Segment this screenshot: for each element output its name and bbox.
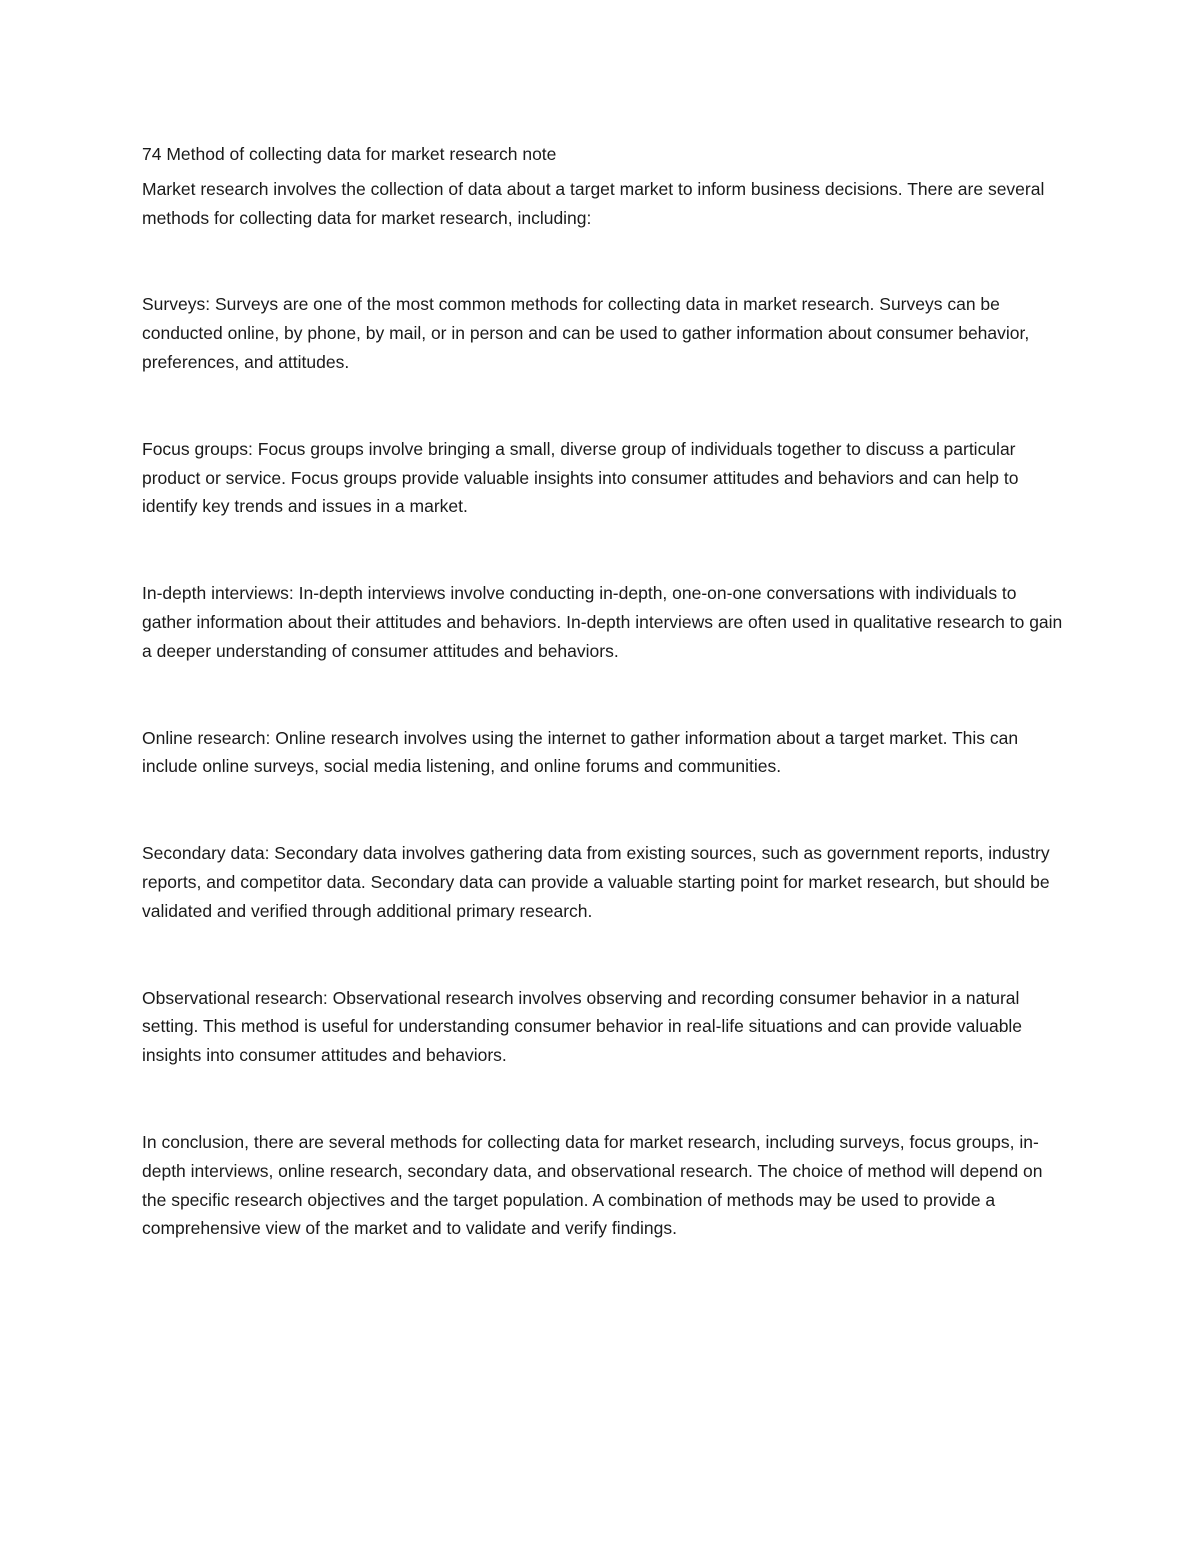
observational-research-paragraph: Observational research: Observational research involves observing and recording consumer behavior in a natural setting. This method is useful for understanding consumer behavior in real-life situations and can provide valuable insights into consumer attitudes and behaviors.	[142, 987, 1023, 1066]
focus-groups-paragraph: Focus groups: Focus groups involve bringing a small, diverse group of individuals together to discuss a particular product or service. Focus groups provide valuable insights into consumer attitudes and behaviors and can help to identify key trends and issues in a market.	[142, 438, 1019, 517]
document-body	[142, 140, 1064, 1243]
in-depth-interviews-paragraph: In-depth interviews: In-depth interviews involve conducting in-depth, one-on-one conversations with individuals to gather information about their attitudes and behaviors. In-depth interviews are often used in qualitative research to gain a deeper understanding of consumer attitudes and behaviors.	[142, 583, 1063, 661]
document-title: 74 Method of collecting data for market research note	[142, 144, 557, 164]
surveys-paragraph: Surveys: Surveys are one of the most common methods for collecting data in market research. Surveys can be conducted online, by phone, by mail, or in person and can be used to gather information about consumer behavior, preferences, and attitudes.	[142, 294, 1030, 372]
intro-paragraph: Market research involves the collection of data about a target market to inform business decisions. There are several methods for collecting data for market research, including:	[142, 178, 1045, 228]
online-research-paragraph: Online research: Online research involves using the internet to gather information about a target market. This can include online surveys, social media listening, and online forums and communities.	[142, 727, 1019, 777]
secondary-data-paragraph: Secondary data: Secondary data involves gathering data from existing sources, such as government reports, industry reports, and competitor data. Secondary data can provide a valuable starting point for market research, but should be validated and verified through additional primary research.	[142, 843, 1050, 921]
conclusion-paragraph: In conclusion, there are several methods for collecting data for market research, including surveys, focus groups, in-depth interviews, online research, secondary data, and observational research. The choice of method will depend on the specific research objectives and the target population. A combination of methods may be used to provide a comprehensive view of the market and to validate and verify findings.	[142, 1131, 1043, 1239]
